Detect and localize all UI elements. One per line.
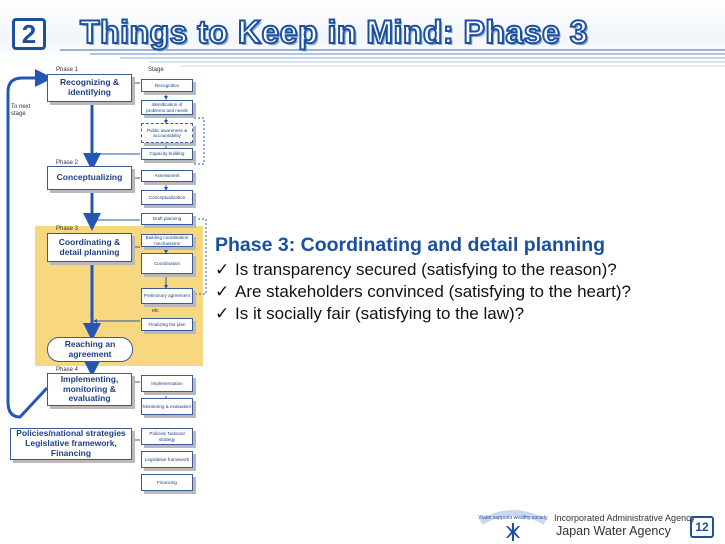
- stage-capacity-building: Capacity building: [141, 148, 193, 160]
- stage-coordination: Coordination: [141, 253, 193, 274]
- content-block: [215, 234, 720, 325]
- checklist-item: [215, 259, 720, 281]
- phase-label-2: Phase 2: [56, 160, 79, 166]
- content-heading: Phase 3: Coordinating and detail planning: [215, 234, 606, 256]
- check-icon: ✓: [215, 282, 230, 301]
- stage-identification: Identification of problems and needs: [141, 100, 193, 115]
- page-title: Things to Keep in Mind: Phase 3: [80, 14, 588, 50]
- phase-box-reaching-agreement: Reaching an agreement: [47, 337, 133, 362]
- etc-label: etc: [152, 308, 159, 314]
- phase-label-1: Phase 1: [56, 67, 79, 73]
- phase-box-policies: Policies/national strategies Legislative framework, Financing: [10, 428, 132, 460]
- to-next-stage-label: To next stage: [11, 104, 31, 117]
- phase-box-recognizing: Recognizing & identifying: [47, 74, 132, 102]
- checklist-item-text: Is it socially fair (satisfying to the law)?: [235, 304, 525, 323]
- section-number-badge: 2: [12, 18, 46, 50]
- phase-box-coordinating: Coordinating & detail planning: [47, 233, 132, 262]
- org-name: Japan Water Agency: [556, 524, 671, 538]
- stage-policies-strategy: Policies/ National strategy: [141, 428, 193, 445]
- stage-recognition: Recognition: [141, 79, 193, 92]
- stage-legislative: Legislative framework: [141, 451, 193, 468]
- svg-text:Water supports wealthy society: Water supports wealthy society: [478, 515, 548, 521]
- checklist-item: [215, 281, 720, 303]
- stage-monitoring: Monitoring & evaluation: [141, 398, 193, 415]
- stage-implementation: Implementation: [141, 375, 193, 392]
- stage-conceptualization: Conceptualization: [141, 190, 193, 205]
- jwa-logo-icon: [475, 508, 551, 542]
- stage-preliminary-agreement: Preliminary agreement: [141, 288, 193, 304]
- phase-label-3: Phase 3: [56, 226, 79, 232]
- checklist-item: [215, 303, 720, 325]
- check-icon: ✓: [215, 304, 230, 323]
- stage-public-awareness: Public awareness & accountability: [141, 123, 193, 143]
- checklist-item-text: Is transparency secured (satisfying to the reason)?: [235, 260, 617, 279]
- phase-box-implementing: Implementing, monitoring & evaluating: [47, 373, 132, 406]
- stage-assessment: Assessment: [141, 170, 193, 182]
- stage-draft-planning: Draft planning: [141, 213, 193, 225]
- page-number: 12: [690, 516, 714, 538]
- stage-coordination-mechanisms: Building coordination mechanisms: [141, 234, 193, 247]
- phase-box-conceptualizing: Conceptualizing: [47, 166, 132, 190]
- process-flow-diagram: [0, 62, 215, 502]
- checklist-item-text: Are stakeholders convinced (satisfying to the heart)?: [235, 282, 631, 301]
- phase-label-4: Phase 4: [56, 367, 79, 373]
- stage-finalizing: Finalizing the plan: [141, 318, 193, 331]
- check-icon: ✓: [215, 260, 230, 279]
- stage-header: Stage: [148, 67, 164, 73]
- stage-financing: Financing: [141, 474, 193, 491]
- org-subtitle: Incorporated Administrative Agency: [554, 513, 696, 523]
